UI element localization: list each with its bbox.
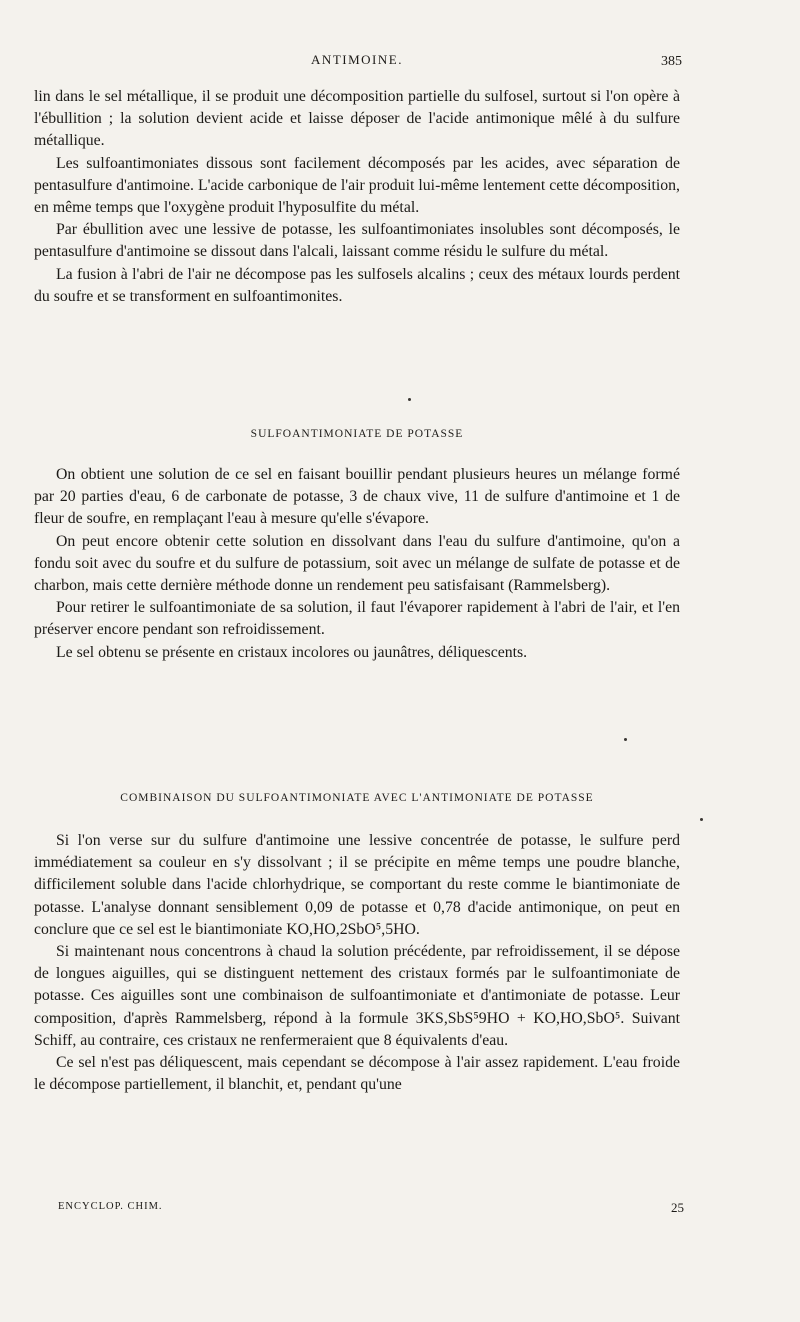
ink-speck xyxy=(624,738,627,741)
paragraph: Par ébullition avec une lessive de potasse, les sulfoantimoniates insolubles sont décomposés, le pentasulfure d'antimoine se dissout dans l'alcali, laissant comme résidu le sulfure du métal. xyxy=(34,221,680,261)
running-title: ANTIMOINE. xyxy=(311,52,403,67)
paragraph: Ce sel n'est pas déliquescent, mais cependant se décompose à l'air assez rapidement. L'eau froide le décompose partiellement, il blanchit, et, pendant qu'une xyxy=(34,1054,680,1094)
section1-text xyxy=(34,464,680,664)
ink-speck xyxy=(700,818,703,821)
section2-text xyxy=(34,830,680,1096)
ink-speck xyxy=(408,398,411,401)
section-heading-combinaison: COMBINAISON DU SULFOANTIMONIATE AVEC L'ANTIMONIATE DE POTASSE xyxy=(120,792,594,804)
paragraph: La fusion à l'abri de l'air ne décompose pas les sulfosels alcalins ; ceux des métaux lourds perdent du soufre et se transforment en sulfoantimonites. xyxy=(34,265,680,305)
section-heading-sulfoantimoniate: SULFOANTIMONIATE DE POTASSE xyxy=(250,428,464,440)
page-number: 385 xyxy=(661,54,682,69)
paragraph: Pour retirer le sulfoantimoniate de sa solution, il faut l'évaporer rapidement à l'abri de l'air, et l'en préserver encore pendant son refroidissement. xyxy=(34,599,680,639)
paragraph: Le sel obtenu se présente en cristaux incolores ou jaunâtres, déliquescents. xyxy=(56,643,528,661)
paragraph: Les sulfoantimoniates dissous sont facilement décomposés par les acides, avec séparation de pentasulfure d'antimoine. L'acide carbonique de l'air produit lui-même lentement cette décomposition, en même temps que l'oxygène produit l'hyposulfite du métal. xyxy=(34,154,680,217)
intro-text xyxy=(34,86,680,308)
footer-signature-mark: 25 xyxy=(671,1200,684,1215)
footer-collection-title: ENCYCLOP. CHIM. xyxy=(58,1201,163,1212)
paragraph: Si l'on verse sur du sulfure d'antimoine une lessive concentrée de potasse, le sulfure perd immédiatement sa couleur en s'y dissolvant ; il se précipite en même temps une poudre blanche, difficilement soluble dans l'acide chlorhydrique, se comportant du reste comme le biantimoniate de potasse. L'analyse donnant sensiblement 0,09 de potasse et 0,78 d'acide antimonique, on peut en conclure que ce sel est le biantimoniate KO,HO,2SbO⁵,5HO. xyxy=(34,832,680,938)
paragraph: Si maintenant nous concentrons à chaud la solution précédente, par refroidissement, il se dépose de longues aiguilles, qui se distinguent nettement des cristaux formés par le sulfoantimoniate de potasse. Ces aiguilles sont une combinaison de sulfoantimoniate et d'antimoniate de potasse. Leur composition, d'après Rammelsberg, répond à la formule 3KS,SbS⁵9HO + KO,HO,SbO⁵. Suivant Schiff, au contraire, ces cristaux ne renfermeraient que 8 équivalents d'eau. xyxy=(34,943,680,1049)
paragraph: lin dans le sel métallique, il se produit une décomposition partielle du sulfosel, surtout si l'on opère à l'ébullition ; la solution devient acide et laisse déposer de l'acide antimonique mêlé à du sulfure métallique. xyxy=(34,88,680,150)
paragraph: On peut encore obtenir cette solution en dissolvant dans l'eau du sulfure d'antimoine, qu'on a fondu soit avec du soufre et du sulfure de potassium, soit avec un mélange de sulfate de potasse et de charbon, mais cette dernière méthode donne un rendement peu satisfaisant (Rammelsberg). xyxy=(34,532,680,595)
paragraph: On obtient une solution de ce sel en faisant bouillir pendant plusieurs heures un mélange formé par 20 parties d'eau, 6 de carbonate de potasse, 3 de chaux vive, 11 de sulfure d'antimoine et 1 de fleur de soufre, en remplaçant l'eau à mesure qu'elle s'évapore. xyxy=(34,466,680,528)
